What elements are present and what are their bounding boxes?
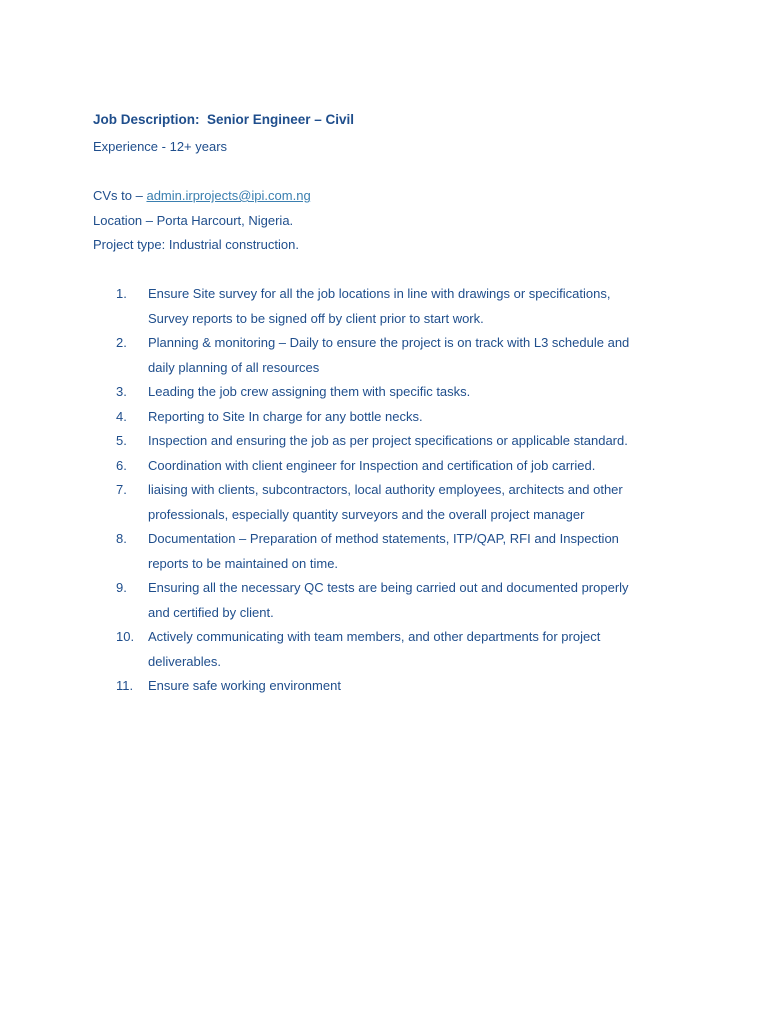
cvs-label: CVs to –	[93, 188, 147, 203]
list-item-continuation: deliverables.	[148, 653, 221, 669]
list-item-number: 9.	[116, 580, 127, 595]
list-item	[93, 282, 673, 331]
email-link[interactable]: admin.irprojects@ipi.com.ng	[146, 188, 311, 203]
list-item-text: Coordination with client engineer for Inspection and certification of job carried.	[148, 457, 596, 473]
list-item	[93, 478, 673, 527]
cvs-line	[93, 184, 673, 209]
list-item-number: 11.	[116, 678, 134, 693]
list-item-continuation: daily planning of all resources	[148, 359, 320, 375]
list-item-text: Ensuring all the necessary QC tests are being carried out and documented properly	[148, 580, 629, 595]
list-item-text: Actively communicating with team members, and other departments for project	[148, 629, 601, 644]
list-item-number: 7.	[116, 482, 127, 497]
list-item-text: Leading the job crew assigning them with specific tasks.	[148, 384, 471, 399]
document-page	[93, 110, 673, 699]
project-type-line: Project type: Industrial construction.	[93, 237, 299, 252]
list-item-number: 3.	[116, 384, 127, 399]
list-item-number: 4.	[116, 408, 127, 424]
duties-list	[93, 282, 673, 699]
list-item-number: 6.	[116, 457, 127, 473]
list-item-continuation: professionals, especially quantity surveyors and the overall project manager	[148, 506, 585, 522]
list-item-continuation: and certified by client.	[148, 604, 274, 620]
list-item-continuation: reports to be maintained on time.	[148, 555, 339, 571]
list-item-text: Ensure Site survey for all the job locations in line with drawings or specifications,	[148, 286, 611, 301]
list-item	[93, 674, 673, 699]
list-item	[93, 429, 673, 454]
list-item	[93, 331, 673, 380]
list-item-number: 2.	[116, 335, 127, 350]
list-item	[93, 380, 673, 405]
experience-line: Experience - 12+ years	[93, 139, 228, 154]
list-item-text: Reporting to Site In charge for any bottle necks.	[148, 408, 423, 424]
blank-line	[93, 160, 673, 185]
list-item	[93, 576, 673, 625]
list-item-continuation: Survey reports to be signed off by client prior to start work.	[148, 310, 484, 326]
list-item	[93, 405, 673, 430]
list-item-text: Documentation – Preparation of method statements, ITP/QAP, RFI and Inspection	[148, 531, 619, 546]
blank-line	[93, 258, 673, 283]
list-item-text: Inspection and ensuring the job as per project specifications or applicable standard.	[148, 433, 628, 448]
job-title: Job Description: Senior Engineer – Civil	[93, 112, 355, 127]
list-item-text: Planning & monitoring – Daily to ensure the project is on track with L3 schedule and	[148, 335, 630, 350]
list-item-number: 10.	[116, 629, 135, 644]
list-item-text: liaising with clients, subcontractors, local authority employees, architects and other	[148, 482, 623, 497]
list-item-number: 8.	[116, 531, 127, 546]
list-item-number: 1.	[116, 286, 127, 301]
list-item	[93, 625, 673, 674]
location-line: Location – Porta Harcourt, Nigeria.	[93, 212, 294, 228]
list-item	[93, 527, 673, 576]
list-item-text: Ensure safe working environment	[148, 678, 341, 693]
list-item	[93, 454, 673, 479]
list-item-number: 5.	[116, 433, 127, 448]
